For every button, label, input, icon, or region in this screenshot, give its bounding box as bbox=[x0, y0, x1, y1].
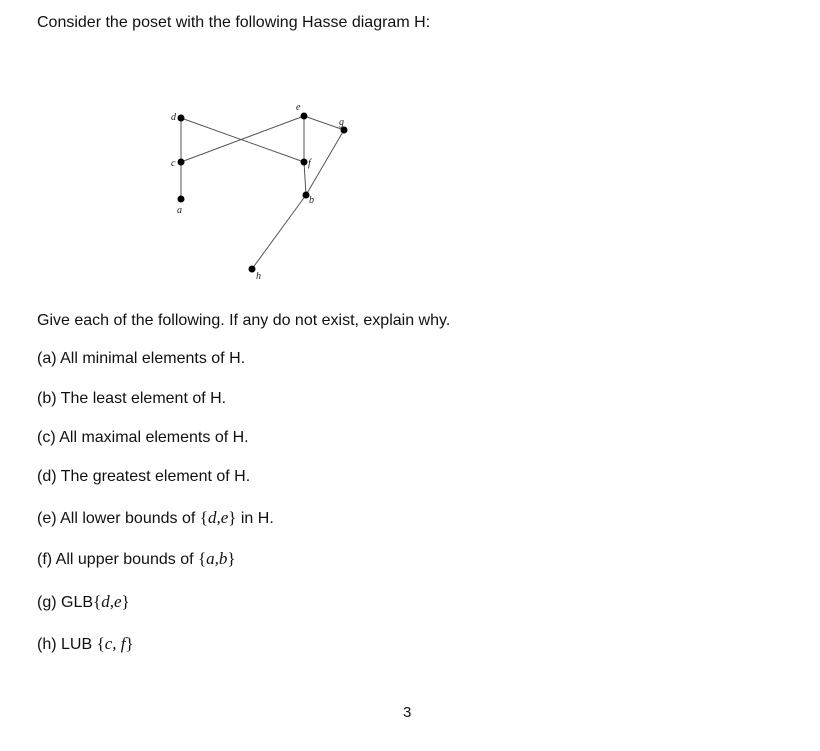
node-a bbox=[178, 196, 185, 203]
node-d bbox=[178, 115, 185, 122]
question-g bbox=[37, 592, 130, 612]
question-h-set: {c, f} bbox=[96, 634, 134, 653]
question-h-prefix: (h) LUB bbox=[37, 636, 93, 653]
node-e bbox=[301, 113, 308, 120]
label-g: g bbox=[339, 117, 344, 128]
question-e-suffix: in H. bbox=[240, 510, 274, 527]
question-f-prefix: (f) All upper bounds of bbox=[37, 551, 194, 568]
question-a: (a) All minimal elements of H. bbox=[37, 350, 246, 367]
label-f: f bbox=[308, 158, 311, 169]
edge-h-b bbox=[252, 195, 306, 269]
label-e: e bbox=[296, 102, 301, 113]
question-e bbox=[37, 508, 274, 528]
page-number: 3 bbox=[403, 704, 412, 721]
label-d: d bbox=[171, 112, 176, 123]
question-f bbox=[37, 549, 236, 569]
question-g-prefix: (g) GLB bbox=[37, 594, 94, 611]
question-c: (c) All maximal elements of H. bbox=[37, 429, 249, 446]
question-h bbox=[37, 634, 134, 654]
hasse-diagram bbox=[0, 0, 820, 300]
node-c bbox=[178, 159, 185, 166]
label-h: h bbox=[256, 271, 261, 282]
question-e-set: {d,e} bbox=[199, 508, 237, 527]
intro-text: Consider the poset with the following Hasse diagram H: bbox=[37, 14, 431, 31]
question-e-prefix: (e) All lower bounds of bbox=[37, 510, 196, 527]
label-a: a bbox=[177, 205, 182, 216]
label-b: b bbox=[309, 195, 314, 206]
question-d: (d) The greatest element of H. bbox=[37, 468, 251, 485]
instructions-text: Give each of the following. If any do not exist, explain why. bbox=[37, 312, 451, 329]
node-h bbox=[249, 266, 256, 273]
edge-b-f bbox=[304, 162, 306, 195]
question-b: (b) The least element of H. bbox=[37, 390, 227, 407]
edge-b-g bbox=[306, 130, 344, 195]
question-f-set: {a,b} bbox=[198, 549, 236, 568]
question-g-set: {d,e} bbox=[93, 592, 130, 611]
node-f bbox=[301, 159, 308, 166]
label-c: c bbox=[171, 158, 176, 169]
edge-e-g bbox=[304, 116, 344, 130]
